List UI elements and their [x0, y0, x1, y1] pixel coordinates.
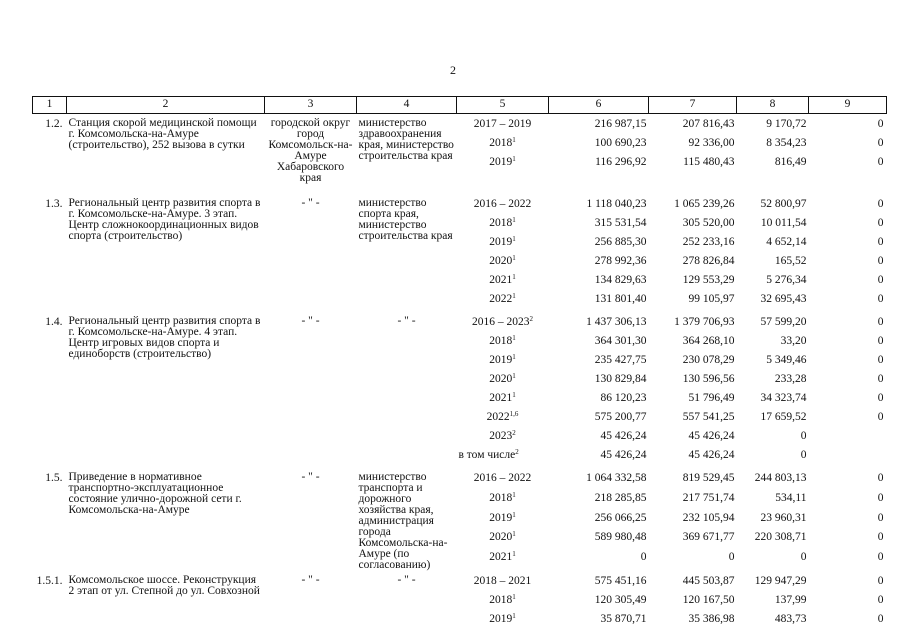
header-cell: 3 — [265, 97, 357, 114]
amount-cell-c9 — [809, 430, 887, 449]
amount-cell-c9: 0 — [877, 335, 884, 347]
amount-cell-c6: 575 451,16 — [594, 575, 647, 587]
amount-cell-c6: 218 285,85 — [594, 491, 647, 504]
amount-cell-c8: 5 349,46 — [766, 354, 807, 366]
item-executor: - " - — [301, 471, 320, 483]
header-cell: 4 — [357, 97, 457, 114]
period-cell — [457, 114, 549, 138]
period-text: 2020 — [489, 373, 513, 385]
amount-cell-c6: 1 064 332,58 — [586, 472, 647, 484]
footnote-mark: 1 — [512, 550, 516, 559]
amount-cell-c6: 235 427,75 — [594, 354, 647, 366]
footnote-mark: 1 — [512, 372, 516, 380]
period-text: 2022 — [489, 293, 513, 305]
footnote-mark: 1 — [512, 155, 516, 163]
amount-cell-c7: 278 826,84 — [682, 255, 735, 267]
item-number: 1.5.1. — [36, 575, 63, 587]
amount-cell-c8: 23 960,31 — [760, 511, 807, 524]
amount-cell-c8: 34 323,74 — [760, 392, 807, 404]
table-row — [33, 194, 887, 217]
amount-cell-c9: 0 — [877, 198, 884, 210]
amount-cell-c8: 483,73 — [774, 613, 807, 625]
amount-cell-c8: 32 695,43 — [760, 293, 807, 305]
amount-cell-c8: 0 — [800, 551, 807, 564]
amount-cell-c8: 165,52 — [774, 255, 807, 267]
amount-cell-c9: 0 — [877, 594, 884, 606]
period-cell — [457, 430, 549, 449]
period-text: 2018 — [489, 217, 513, 229]
period-cell — [457, 335, 549, 354]
amount-cell-c7: 92 336,00 — [688, 137, 735, 149]
footnote-mark: 1 — [512, 530, 516, 539]
amount-cell-c7: 129 553,29 — [682, 274, 735, 286]
amount-cell-c7: 51 796,49 — [688, 392, 735, 404]
page-number: 2 — [450, 63, 456, 77]
period-text: в том числе — [458, 449, 516, 461]
amount-cell-c6: 1 437 306,13 — [586, 316, 647, 328]
period-cell — [457, 512, 549, 532]
period-text: 2019 — [489, 613, 513, 625]
amount-cell-c8: 4 652,14 — [766, 236, 807, 248]
period-cell — [457, 236, 549, 255]
header-cell: 9 — [809, 97, 887, 114]
period-text: 2018 — [489, 137, 513, 149]
amount-cell-c7: 1 065 239,26 — [674, 198, 735, 210]
period-text: 2018 – 2021 — [473, 575, 532, 587]
footnote-mark: 1 — [512, 593, 516, 601]
amount-cell-c6: 120 305,49 — [594, 594, 647, 606]
period-cell — [457, 594, 549, 613]
amount-cell-c8: 10 011,54 — [760, 217, 807, 229]
amount-cell-c8: 233,28 — [774, 373, 807, 385]
amount-cell-c8: 33,20 — [780, 335, 807, 347]
amount-cell-c7: 120 167,50 — [682, 594, 735, 606]
amount-cell-c7: 1 379 706,93 — [674, 316, 735, 328]
table-row — [33, 571, 887, 594]
amount-cell-c7: 45 426,24 — [688, 449, 735, 461]
amount-cell-c8: 220 308,71 — [754, 531, 807, 544]
amount-cell-c7: 115 480,43 — [683, 156, 735, 168]
footnote-mark: 1 — [512, 235, 516, 243]
header-cell: 7 — [649, 97, 737, 114]
amount-cell-c8 — [737, 175, 809, 194]
amount-cell-c6: 278 992,36 — [594, 255, 647, 267]
amount-cell-c6: 589 980,48 — [594, 531, 647, 544]
amount-cell-c9: 0 — [877, 373, 884, 385]
amount-cell-c9: 0 — [877, 118, 884, 130]
period-text: 2018 — [489, 491, 513, 504]
item-number: 1.3. — [45, 198, 63, 210]
period-cell — [457, 613, 549, 632]
item-responsible: министерство здравоохранения края, министерство строительства края — [358, 117, 454, 162]
amount-cell-c9: 0 — [877, 613, 884, 625]
amount-cell-c7: 232 105,94 — [682, 511, 735, 524]
period-text: 2019 — [489, 354, 513, 366]
amount-cell-c7: 252 233,16 — [682, 236, 735, 248]
period-cell — [457, 449, 549, 468]
period-cell — [457, 571, 549, 594]
amount-cell-c7: 305 520,00 — [682, 217, 735, 229]
header-cell: 2 — [67, 97, 265, 114]
item-responsible: - " - — [397, 315, 416, 327]
period-cell — [457, 531, 549, 551]
period-cell — [457, 354, 549, 373]
period-cell — [457, 255, 549, 274]
amount-cell-c7: 369 671,77 — [682, 531, 735, 544]
period-cell — [457, 492, 549, 512]
period-text: 2020 — [489, 255, 513, 267]
amount-cell-c6: 216 987,15 — [594, 118, 647, 130]
period-text: 2019 — [489, 236, 513, 248]
amount-cell-c8: 57 599,20 — [760, 316, 807, 328]
period-cell — [457, 175, 549, 194]
period-cell — [457, 551, 549, 571]
footnote-mark: 1,6 — [509, 410, 519, 418]
amount-cell-c9: 0 — [877, 531, 884, 544]
budget-table — [32, 96, 887, 632]
amount-cell-c6: 315 531,54 — [594, 217, 647, 229]
period-text: 2022 — [486, 411, 510, 423]
period-cell — [457, 392, 549, 411]
footnote-mark: 1 — [512, 254, 516, 262]
amount-cell-c6: 35 870,71 — [600, 613, 647, 625]
amount-cell-c7: 364 268,10 — [682, 335, 735, 347]
item-name: Комсомольское шоссе. Реконструкция 2 этап от ул. Степной до ул. Совхозной — [68, 574, 260, 597]
period-text: 2017 – 2019 — [473, 118, 532, 130]
amount-cell-c8: 9 170,72 — [766, 118, 807, 130]
amount-cell-c9: 0 — [877, 491, 884, 504]
period-text: 2023 — [489, 430, 513, 442]
footnote-mark: 1 — [512, 612, 516, 620]
amount-cell-c8: 129 947,29 — [754, 575, 807, 587]
amount-cell-c6: 0 — [640, 551, 647, 564]
amount-cell-c6: 575 200,77 — [594, 411, 647, 423]
period-text: 2016 – 2023 — [472, 316, 530, 328]
item-executor: - " - — [301, 197, 320, 209]
period-cell — [457, 468, 549, 492]
period-cell — [457, 194, 549, 217]
period-text: 2021 — [489, 551, 513, 564]
footnote-mark: 2 — [515, 448, 519, 456]
item-number: 1.5. — [45, 472, 63, 484]
item-responsible: министерство спорта края, министерство строительства края — [358, 197, 453, 242]
amount-cell-c9: 0 — [877, 255, 884, 267]
amount-cell-c6: 256 885,30 — [594, 236, 647, 248]
amount-cell-c6: 256 066,25 — [594, 511, 647, 524]
period-text: 2019 — [489, 511, 513, 524]
amount-cell-c7: 130 596,56 — [682, 373, 735, 385]
amount-cell-c7: 819 529,45 — [682, 472, 735, 484]
amount-cell-c7 — [649, 175, 737, 194]
footnote-mark: 1 — [512, 216, 516, 224]
amount-cell-c7: 230 078,29 — [682, 354, 735, 366]
amount-cell-c9: 0 — [877, 472, 884, 484]
footnote-mark: 1 — [512, 353, 516, 361]
amount-cell-c9: 0 — [877, 392, 884, 404]
period-cell — [457, 373, 549, 392]
header-cell: 1 — [33, 97, 67, 114]
amount-cell-c6: 130 829,84 — [594, 373, 647, 385]
amount-cell-c8: 244 803,13 — [754, 472, 807, 484]
amount-cell-c6: 134 829,63 — [594, 274, 647, 286]
footnote-mark: 1 — [512, 136, 516, 144]
period-text: 2021 — [489, 392, 513, 404]
amount-cell-c9: 0 — [877, 217, 884, 229]
item-number: 1.4. — [45, 316, 63, 328]
footnote-mark: 1 — [512, 273, 516, 281]
period-text: 2021 — [489, 274, 513, 286]
amount-cell-c8: 17 659,52 — [760, 411, 807, 423]
amount-cell-c9: 0 — [877, 354, 884, 366]
item-name: Станция скорой медицинской помощи г. Комсомольска-на-Амуре (строительство), 252 вызова в сутки — [68, 117, 257, 151]
table-row — [33, 114, 887, 138]
period-cell — [457, 217, 549, 236]
amount-cell-c6: 100 690,23 — [594, 137, 647, 149]
footnote-mark: 2 — [529, 315, 533, 323]
period-text: 2020 — [489, 531, 513, 544]
amount-cell-c6: 45 426,24 — [600, 449, 647, 461]
amount-cell-c9: 0 — [877, 236, 884, 248]
amount-cell-c8: 534,11 — [775, 491, 807, 504]
amount-cell-c8: 816,49 — [774, 156, 807, 168]
amount-cell-c7: 217 751,74 — [682, 491, 735, 504]
amount-cell-c6: 1 118 040,23 — [586, 198, 647, 210]
period-text: 2019 — [489, 156, 513, 168]
amount-cell-c9: 0 — [877, 575, 884, 587]
amount-cell-c9 — [809, 175, 887, 194]
amount-cell-c9: 0 — [877, 137, 884, 149]
amount-cell-c7: 207 816,43 — [682, 118, 735, 130]
item-executor: городской округ город Комсомольск-на-Амуре Хабаровского края — [268, 117, 353, 184]
amount-cell-c9: 0 — [877, 274, 884, 286]
footnote-mark: 1 — [512, 334, 516, 342]
item-executor: - " - — [301, 574, 320, 586]
amount-cell-c7: 99 105,97 — [688, 293, 735, 305]
item-responsible: - " - — [397, 574, 416, 586]
amount-cell-c6 — [549, 175, 649, 194]
amount-cell-c9: 0 — [877, 411, 884, 423]
item-responsible: министерство транспорта и дорожного хозяйства края, администрация города Комсомольска-на-Амуре (по согласованию) — [358, 471, 448, 571]
amount-cell-c8: 5 276,34 — [766, 274, 807, 286]
amount-cell-c6: 364 301,30 — [594, 335, 647, 347]
amount-cell-c6: 86 120,23 — [600, 392, 647, 404]
period-cell — [457, 312, 549, 335]
amount-cell-c8: 0 — [800, 430, 807, 442]
period-cell — [457, 274, 549, 293]
table-body — [33, 114, 887, 633]
amount-cell-c9: 0 — [877, 316, 884, 328]
item-number: 1.2. — [45, 118, 63, 130]
header-cell: 8 — [737, 97, 809, 114]
amount-cell-c9: 0 — [877, 511, 884, 524]
amount-cell-c8: 52 800,97 — [760, 198, 807, 210]
item-name: Региональный центр развития спорта в г. Комсомольске-на-Амуре. 3 этап. Центр сложнокоординационных видов спорта (строительство) — [68, 197, 261, 242]
period-text: 2018 — [489, 335, 513, 347]
amount-cell-c7: 557 541,25 — [682, 411, 735, 423]
footnote-mark: 2 — [512, 429, 516, 437]
period-text: 2016 – 2022 — [473, 472, 532, 484]
table-row — [33, 468, 887, 492]
header-row — [33, 97, 887, 114]
amount-cell-c6: 131 801,40 — [594, 293, 647, 305]
footnote-mark: 1 — [512, 490, 516, 499]
amount-cell-c8: 137,99 — [774, 594, 807, 606]
amount-cell-c8: 8 354,23 — [766, 137, 807, 149]
amount-cell-c9: 0 — [877, 293, 884, 305]
amount-cell-c6: 116 296,92 — [595, 156, 647, 168]
amount-cell-c7: 0 — [728, 551, 735, 564]
amount-cell-c7: 445 503,87 — [682, 575, 735, 587]
item-name: Региональный центр развития спорта в г. Комсомольске-на-Амуре. 4 этап. Центр игровых видов спорта и единоборств (строительство) — [68, 315, 261, 360]
period-cell — [457, 156, 549, 175]
header-cell: 5 — [457, 97, 549, 114]
item-name: Приведение в нормативное транспортно-эксплуатационное состояние улично-дорожной сети г. Комсомольска-на-Амуре — [68, 471, 242, 516]
footnote-mark: 1 — [512, 510, 516, 519]
footnote-mark: 1 — [512, 292, 516, 300]
amount-cell-c7: 45 426,24 — [688, 430, 735, 442]
header-cell: 6 — [549, 97, 649, 114]
period-cell — [457, 411, 549, 430]
period-text: 2016 – 2022 — [473, 198, 532, 210]
amount-cell-c6: 45 426,24 — [600, 430, 647, 442]
amount-cell-c9: 0 — [877, 551, 884, 564]
amount-cell-c9 — [809, 449, 887, 468]
amount-cell-c8: 0 — [800, 449, 807, 461]
amount-cell-c7: 35 386,98 — [688, 613, 735, 625]
period-cell — [457, 137, 549, 156]
period-text: 2018 — [489, 594, 513, 606]
item-executor: - " - — [301, 315, 320, 327]
amount-cell-c9: 0 — [877, 156, 884, 168]
table-row — [33, 312, 887, 335]
footnote-mark: 1 — [512, 391, 516, 399]
period-cell — [457, 293, 549, 312]
